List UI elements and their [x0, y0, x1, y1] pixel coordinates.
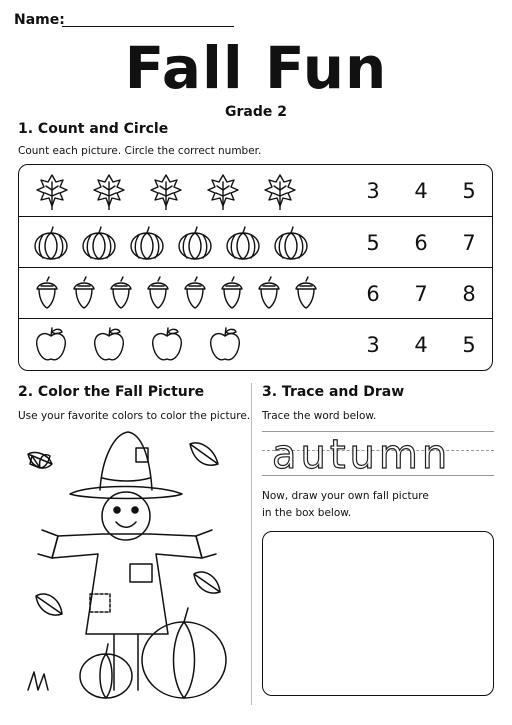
number-options — [349, 217, 493, 268]
leaf-pictures — [33, 165, 318, 216]
apple-pictures — [33, 319, 265, 370]
number-options — [349, 319, 493, 370]
number-option[interactable]: 6 — [414, 230, 428, 255]
leaf-icon — [147, 172, 185, 210]
pumpkin-icon — [273, 224, 309, 262]
acorn-icon — [218, 275, 246, 313]
number-option[interactable]: 6 — [366, 281, 380, 306]
number-option[interactable]: 3 — [366, 178, 380, 203]
section1-heading: 1. Count and Circle — [18, 121, 169, 137]
leaf-icon — [28, 452, 52, 468]
number-option[interactable]: 7 — [462, 230, 476, 255]
section2-instructions: Use your favorite colors to color the picture. — [18, 410, 251, 422]
draw-instructions-line1: Now, draw your own fall picture — [262, 490, 429, 502]
apple-icon — [149, 326, 185, 364]
acorn-icon — [144, 275, 172, 313]
pumpkin-pictures — [33, 217, 321, 268]
apple-icon — [91, 326, 127, 364]
apple-icon — [33, 326, 69, 364]
number-option[interactable]: 3 — [366, 332, 380, 357]
number-option[interactable]: 4 — [414, 332, 428, 357]
number-option[interactable]: 5 — [462, 178, 476, 203]
number-option[interactable]: 4 — [414, 178, 428, 203]
acorn-icon — [255, 275, 283, 313]
pumpkin-icon — [225, 224, 261, 262]
leaf-icon — [33, 172, 71, 210]
number-option[interactable]: 7 — [414, 281, 428, 306]
count-box — [18, 164, 493, 371]
grade-label: Grade 2 — [225, 104, 287, 120]
count-row-apples — [19, 318, 492, 370]
leaf-icon — [261, 172, 299, 210]
draw-instructions-line2: in the box below. — [262, 507, 352, 519]
leaf-icon — [90, 172, 128, 210]
number-options — [349, 165, 493, 216]
number-option[interactable]: 5 — [366, 230, 380, 255]
acorn-icon — [292, 275, 320, 313]
section-divider — [251, 383, 252, 705]
count-row-pumpkins — [19, 216, 492, 268]
number-option[interactable]: 5 — [462, 332, 476, 357]
leaf-icon — [204, 172, 242, 210]
name-label: Name: — [14, 12, 65, 28]
acorn-icon — [70, 275, 98, 313]
acorn-icon — [33, 275, 61, 313]
count-row-acorns — [19, 267, 492, 319]
acorn-icon — [107, 275, 135, 313]
acorn-icon — [181, 275, 209, 313]
trace-word[interactable]: autumn — [272, 432, 452, 478]
leaf-icon — [190, 443, 218, 465]
page-title: Fall Fun — [124, 34, 388, 102]
number-option[interactable]: 8 — [462, 281, 476, 306]
count-row-leaves — [19, 165, 492, 216]
pumpkin-icon — [81, 224, 117, 262]
name-field[interactable] — [62, 26, 234, 27]
section2-heading: 2. Color the Fall Picture — [18, 384, 205, 400]
pumpkin-icon — [33, 224, 69, 262]
pumpkin-icon — [129, 224, 165, 262]
acorn-pictures — [33, 268, 329, 319]
drawing-box[interactable] — [262, 531, 494, 696]
pumpkin-icon — [177, 224, 213, 262]
scarecrow-coloring-picture[interactable] — [18, 428, 244, 704]
section1-instructions: Count each picture. Circle the correct number. — [18, 145, 262, 157]
section3-heading: 3. Trace and Draw — [262, 384, 405, 400]
apple-icon — [207, 326, 243, 364]
trace-instructions: Trace the word below. — [262, 410, 377, 422]
leaf-icon — [36, 594, 62, 615]
leaf-icon — [194, 572, 220, 593]
number-options — [349, 268, 493, 319]
